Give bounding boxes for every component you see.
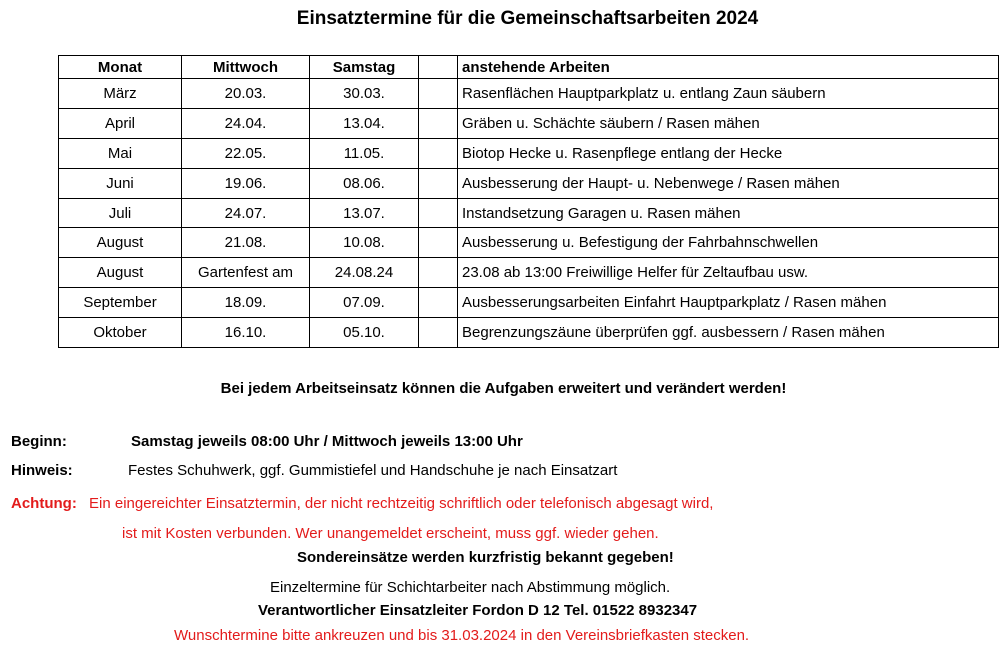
cell-arbeiten: Ausbesserung u. Befestigung der Fahrbahnschwellen [458, 228, 999, 258]
header-gap [419, 56, 458, 79]
cell-samstag: 07.09. [310, 288, 419, 318]
cell-arbeiten: Biotop Hecke u. Rasenpflege entlang der Hecke [458, 138, 999, 168]
beginn-label: Beginn: [11, 433, 67, 450]
cell-arbeiten: Gräben u. Schächte säubern / Rasen mähen [458, 108, 999, 138]
header-mittwoch: Mittwoch [182, 56, 310, 79]
einsatzleiter-text: Verantwortlicher Einsatzleiter Fordon D 12 Tel. 01522 8932347 [258, 602, 698, 619]
hinweis-label: Hinweis: [11, 462, 73, 479]
cell-monat: Juni [59, 168, 182, 198]
table-row [59, 198, 999, 228]
cell-gap [419, 288, 458, 318]
page-title: Einsatztermine für die Gemeinschaftsarbeiten 2024 [296, 8, 759, 29]
cell-gap [419, 228, 458, 258]
cell-gap [419, 318, 458, 348]
cell-monat: Oktober [59, 318, 182, 348]
cell-samstag: 24.08.24 [310, 258, 419, 288]
cell-mittwoch: Gartenfest am [182, 258, 310, 288]
cell-monat: Mai [59, 138, 182, 168]
table-header-row [59, 56, 999, 79]
table-row [59, 288, 999, 318]
cell-mittwoch: 16.10. [182, 318, 310, 348]
cell-arbeiten: Rasenflächen Hauptparkplatz u. entlang Zaun säubern [458, 79, 999, 109]
header-samstag: Samstag [310, 56, 419, 79]
table-row [59, 228, 999, 258]
cell-mittwoch: 24.07. [182, 198, 310, 228]
cell-monat: März [59, 79, 182, 109]
cell-samstag: 13.07. [310, 198, 419, 228]
cell-mittwoch: 19.06. [182, 168, 310, 198]
cell-mittwoch: 21.08. [182, 228, 310, 258]
cell-samstag: 13.04. [310, 108, 419, 138]
cell-mittwoch: 20.03. [182, 79, 310, 109]
cell-mittwoch: 22.05. [182, 138, 310, 168]
cell-arbeiten: Ausbesserung der Haupt- u. Nebenwege / Rasen mähen [458, 168, 999, 198]
cell-arbeiten: 23.08 ab 13:00 Freiwillige Helfer für Zeltaufbau usw. [458, 258, 999, 288]
cell-arbeiten: Begrenzungszäune überprüfen ggf. ausbessern / Rasen mähen [458, 318, 999, 348]
achtung-label: Achtung: [11, 495, 77, 512]
beginn-text: Samstag jeweils 08:00 Uhr / Mittwoch jeweils 13:00 Uhr [131, 433, 523, 450]
header-monat: Monat [59, 56, 182, 79]
einzeltermine-text: Einzeltermine für Schichtarbeiter nach Abstimmung möglich. [270, 579, 671, 596]
cell-samstag: 30.03. [310, 79, 419, 109]
wunschtermine-text: Wunschtermine bitte ankreuzen und bis 31.03.2024 in den Vereinsbriefkasten stecken. [174, 627, 750, 644]
table-row [59, 318, 999, 348]
cell-mittwoch: 24.04. [182, 108, 310, 138]
cell-monat: April [59, 108, 182, 138]
table-row [59, 108, 999, 138]
table-row [59, 138, 999, 168]
cell-gap [419, 79, 458, 109]
schedule-table [58, 55, 999, 348]
sondereinsaetze-text: Sondereinsätze werden kurzfristig bekannt gegeben! [297, 549, 674, 566]
cell-monat: August [59, 258, 182, 288]
cell-samstag: 11.05. [310, 138, 419, 168]
cell-samstag: 10.08. [310, 228, 419, 258]
cell-monat: Juli [59, 198, 182, 228]
cell-gap [419, 258, 458, 288]
table-row [59, 258, 999, 288]
table-row [59, 168, 999, 198]
cell-gap [419, 138, 458, 168]
achtung-line1: Ein eingereichter Einsatztermin, der nicht rechtzeitig schriftlich oder telefonisch abgesagt wird, [89, 495, 714, 512]
cell-samstag: 08.06. [310, 168, 419, 198]
cell-gap [419, 198, 458, 228]
header-arbeiten: anstehende Arbeiten [458, 56, 999, 79]
table-row [59, 79, 999, 109]
cell-gap [419, 108, 458, 138]
cell-monat: September [59, 288, 182, 318]
cell-monat: August [59, 228, 182, 258]
cell-arbeiten: Ausbesserungsarbeiten Einfahrt Hauptparkplatz / Rasen mähen [458, 288, 999, 318]
achtung-line2: ist mit Kosten verbunden. Wer unangemeldet erscheint, muss ggf. wieder gehen. [122, 525, 659, 542]
cell-samstag: 05.10. [310, 318, 419, 348]
cell-gap [419, 168, 458, 198]
cell-arbeiten: Instandsetzung Garagen u. Rasen mähen [458, 198, 999, 228]
cell-mittwoch: 18.09. [182, 288, 310, 318]
notice-text: Bei jedem Arbeitseinsatz können die Aufgaben erweitert und verändert werden! [220, 380, 787, 397]
hinweis-text: Festes Schuhwerk, ggf. Gummistiefel und Handschuhe je nach Einsatzart [128, 462, 618, 479]
